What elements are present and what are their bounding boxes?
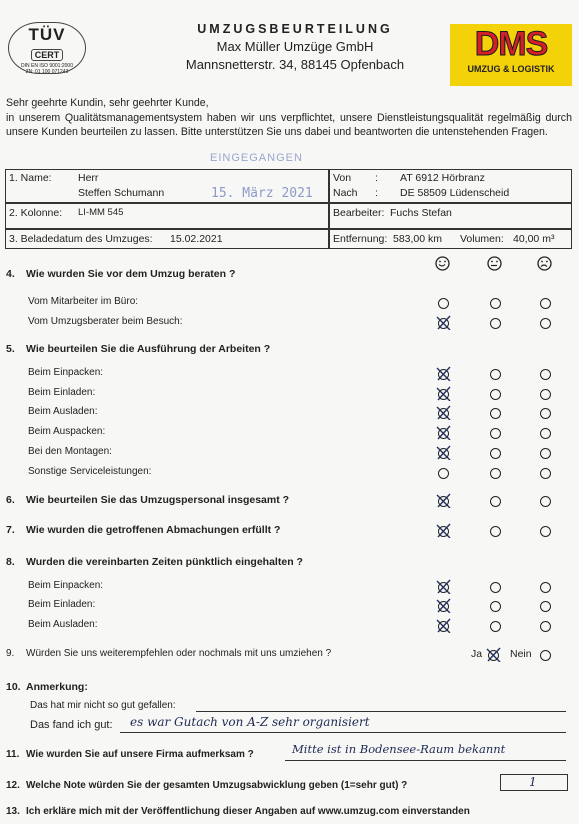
nach-label: Nach: [333, 187, 358, 199]
route-cell: [329, 169, 572, 203]
company-address: Mannsnetterstr. 34, 88145 Opfenbach: [185, 57, 405, 72]
dms-logo-name: DMS: [474, 25, 548, 63]
rating-radio[interactable]: [490, 369, 501, 380]
company-name: Max Müller Umzüge GmbH: [216, 39, 374, 54]
question-number: 6.: [6, 494, 15, 506]
cross-mark-icon: [435, 617, 451, 633]
cross-mark-icon: [435, 444, 451, 460]
volumen-label: Volumen:: [460, 233, 504, 245]
rating-radio[interactable]: [540, 621, 551, 632]
entfernung-label: Entfernung:: [333, 233, 388, 245]
q11-handwriting: Mitte ist in Bodensee-Raum bekannt: [292, 742, 506, 756]
question-text: Wie wurden Sie auf unsere Firma aufmerksam ?: [26, 749, 254, 760]
rating-radio[interactable]: [540, 408, 551, 419]
question-text: Würden Sie uns weiterempfehlen oder nochmals mit uns umziehen ?: [26, 648, 332, 659]
kolonne-cell: [5, 203, 329, 229]
question-text: Wie wurden die getroffenen Abmachungen erfüllt ?: [26, 524, 281, 536]
yes-label: Ja: [471, 648, 483, 660]
rating-radio[interactable]: [540, 389, 551, 400]
question-number: 8.: [6, 556, 15, 568]
rating-item-label: Vom Mitarbeiter im Büro:: [28, 296, 139, 307]
question-text: Anmerkung:: [26, 681, 88, 693]
name-salutation: Herr: [78, 172, 99, 184]
question-number: 13.: [6, 806, 20, 817]
tuev-logo-name: TÜV: [28, 25, 66, 44]
document-header: [150, 22, 440, 72]
volumen-value: 40,00 m³: [513, 233, 555, 245]
rating-radio[interactable]: [540, 496, 551, 507]
bearbeiter-cell: [329, 203, 572, 229]
remarks-good-label: Das fand ich gut:: [30, 719, 113, 731]
tuev-logo-badge: CERT: [31, 49, 64, 61]
document-title: UMZUGSBEURTEILUNG: [197, 22, 393, 36]
remarks-bad-label: Das hat mir nicht so gut gefallen:: [30, 700, 176, 711]
rating-item-label: Beim Ausladen:: [28, 406, 98, 417]
rating-radio[interactable]: [490, 526, 501, 537]
question-13: [6, 806, 470, 817]
rating-item-label: Beim Einladen:: [28, 387, 96, 398]
von-label: Von: [333, 172, 352, 184]
rating-radio[interactable]: [540, 318, 551, 329]
cross-mark-icon: [435, 314, 451, 330]
question-text: Wurden die vereinbarten Zeiten pünktlich eingehalten ?: [26, 556, 303, 568]
intro-paragraph: in unserem Qualitätsmanagementsystem haben wir uns verpflichtet, unsere Dienstleistungsqualität regelmäßig durch unsere Kunden beurteilen zu lassen. Bitte unterstützen Sie uns dabei und beantworten die untenstehenden Fragen.: [6, 111, 572, 138]
rating-radio[interactable]: [540, 650, 551, 661]
greeting: Sehr geehrte Kundin, sehr geehrter Kunde,: [6, 97, 209, 109]
question-number: 4.: [6, 268, 15, 280]
rating-radio[interactable]: [540, 298, 551, 309]
rating-radio[interactable]: [490, 318, 501, 329]
rating-item-label: Sonstige Serviceleistungen:: [28, 466, 152, 477]
question-6: [6, 494, 289, 506]
rating-radio[interactable]: [540, 448, 551, 459]
distance-volume-cell: [329, 229, 572, 249]
question-text: Welche Note würden Sie der gesamten Umzugsabwicklung geben (1=sehr gut) ?: [26, 780, 408, 791]
rating-radio[interactable]: [540, 582, 551, 593]
question-9: [6, 648, 331, 659]
rating-radio[interactable]: [540, 428, 551, 439]
rating-item-label: Beim Auspacken:: [28, 426, 106, 437]
kolonne-label: 2. Kolonne:: [9, 207, 63, 219]
beladedatum-value: 15.02.2021: [170, 233, 223, 245]
dms-logo: [450, 24, 572, 86]
rating-radio[interactable]: [540, 526, 551, 537]
name-value: Steffen Schumann: [78, 187, 165, 199]
cross-mark-icon: [435, 492, 451, 508]
cross-mark-icon: [435, 597, 451, 613]
grade-handwriting: 1: [529, 775, 537, 789]
question-number: 7.: [6, 524, 15, 536]
rating-radio[interactable]: [490, 448, 501, 459]
question-10: [6, 681, 88, 693]
remarks-bad-line[interactable]: [196, 711, 566, 712]
bearbeiter-label: Bearbeiter:: [333, 207, 385, 219]
rating-item-label: Beim Einladen:: [28, 599, 96, 610]
rating-radio[interactable]: [490, 621, 501, 632]
bearbeiter-value: Fuchs Stefan: [390, 207, 452, 219]
von-colon: :: [375, 172, 378, 184]
grade-box[interactable]: [500, 774, 568, 791]
question-number: 10.: [6, 681, 21, 693]
rating-radio[interactable]: [490, 468, 501, 479]
question-12: [6, 780, 407, 791]
rating-item-label: Vom Umzugsberater beim Besuch:: [28, 316, 183, 327]
question-4: [6, 268, 235, 280]
cross-mark-icon: [435, 424, 451, 440]
beladedatum-label: 3. Beladedatum des Umzuges:: [9, 233, 153, 245]
q11-answer-line[interactable]: [285, 760, 566, 761]
question-8: [6, 556, 303, 568]
rating-item-label: Beim Einpacken:: [28, 580, 104, 591]
entfernung-value: 583,00 km: [393, 233, 443, 245]
rating-item-label: Bei den Montagen:: [28, 446, 112, 457]
question-number: 9.: [6, 648, 15, 659]
question-number: 12.: [6, 780, 20, 791]
rating-item-label: Beim Ausladen:: [28, 619, 98, 630]
dms-logo-tagline: UMZUG & LOGISTIK: [467, 64, 555, 74]
happy-smiley-icon: [435, 256, 451, 277]
neutral-smiley-icon: [487, 256, 503, 277]
question-5: [6, 343, 270, 355]
question-11: [6, 749, 254, 760]
cross-mark-icon: [435, 578, 451, 594]
name-cell: [5, 169, 329, 203]
cross-mark-icon: [435, 404, 451, 420]
remarks-good-line[interactable]: [120, 732, 566, 733]
rating-radio[interactable]: [490, 298, 501, 309]
customer-info-table: [5, 169, 572, 251]
tuev-cert-logo: [8, 22, 86, 74]
rating-radio[interactable]: [540, 601, 551, 612]
nach-value: DE 58509 Lüdenscheid: [400, 187, 510, 199]
name-label: 1. Name:: [9, 172, 52, 184]
date-stamp: 15. März 2021: [211, 186, 313, 201]
rating-radio[interactable]: [540, 369, 551, 380]
question-text: Wie beurteilen Sie die Ausführung der Arbeiten ?: [26, 343, 271, 355]
cross-mark-icon: [435, 522, 451, 538]
rating-item-label: Beim Einpacken:: [28, 367, 104, 378]
question-number: 5.: [6, 343, 15, 355]
question-text: Ich erkläre mich mit der Veröffentlichung dieser Angaben auf www.umzug.com einverstanden: [26, 806, 470, 817]
beladedatum-cell: [5, 229, 329, 249]
nach-colon: :: [375, 187, 378, 199]
rating-radio[interactable]: [490, 428, 501, 439]
rating-radio[interactable]: [490, 389, 501, 400]
question-text: Wie beurteilen Sie das Umzugspersonal insgesamt ?: [26, 494, 290, 506]
no-label: Nein: [510, 648, 532, 660]
rating-radio[interactable]: [490, 408, 501, 419]
sad-smiley-icon: [537, 256, 553, 277]
rating-radio[interactable]: [490, 582, 501, 593]
rating-radio[interactable]: [438, 468, 449, 479]
rating-radio[interactable]: [490, 601, 501, 612]
rating-radio[interactable]: [540, 468, 551, 479]
cross-mark-icon: [485, 646, 501, 662]
received-stamp: EINGEGANGEN: [210, 152, 303, 164]
kolonne-value: LI-MM 545: [78, 207, 124, 218]
question-number: 11.: [6, 749, 20, 760]
von-value: AT 6912 Hörbranz: [400, 172, 485, 184]
rating-radio[interactable]: [490, 496, 501, 507]
cross-mark-icon: [435, 385, 451, 401]
cross-mark-icon: [435, 365, 451, 381]
question-text: Wie wurden Sie vor dem Umzug beraten ?: [26, 268, 236, 280]
remarks-good-handwriting: es war Gutach von A-Z sehr organisiert: [130, 715, 370, 729]
tuev-logo-zn: ZN: 01 100 071243: [25, 69, 69, 75]
intro-text: [6, 96, 572, 140]
rating-radio[interactable]: [438, 298, 449, 309]
tuev-logo-iso: DIN EN ISO 9001:2000: [21, 63, 73, 69]
question-7: [6, 524, 280, 536]
